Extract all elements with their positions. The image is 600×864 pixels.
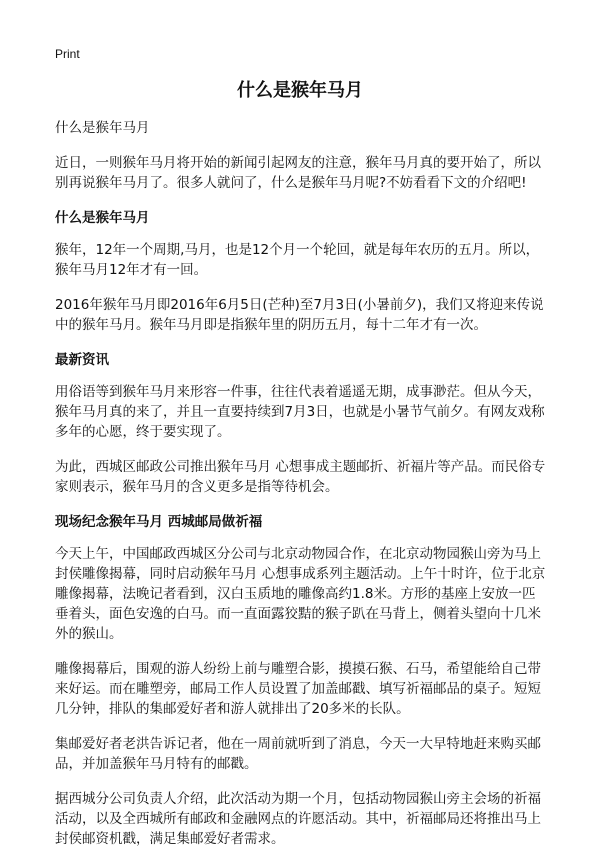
paragraph: 雕像揭幕后，围观的游人纷纷上前与雕塑合影，摸摸石猴、石马，希望能给自己带来好运。而在雕塑旁，邮局工作人员设置了加盖邮戳、填写祈福邮品的桌子。短短几分钟，排队的集邮爱好者和游人就排出了20多米的长队。: [55, 661, 541, 717]
paragraph: 用俗语等到猴年马月来形容一件事，往往代表着遥遥无期，成事渺茫。但从今天，猴年马月真的来了，并且一直要持续到7月3日，也就是小暑节气前夕。有网友戏称多年的心愿，终于要实现了。: [55, 384, 545, 440]
paragraph: 2016年猴年马月即2016年6月5日(芒种)至7月3日(小暑前夕)，我们又将迎来传说中的猴年马月。猴年马月即是指猴年里的阴历五月，每十二年才有一次。: [55, 297, 544, 333]
page-title: 什么是猴年马月: [237, 80, 363, 101]
section-heading: 什么是猴年马月: [55, 210, 150, 226]
print-link[interactable]: Print: [55, 47, 80, 61]
intro-paragraph: 近日，一则猴年马月将开始的新闻引起网友的注意，猴年马月真的要开始了，所以别再说猴年马月了。很多人就问了，什么是猴年马月呢?不妨看看下文的介绍吧!: [55, 155, 541, 191]
paragraph: 今天上午，中国邮政西城区分公司与北京动物园合作，在北京动物园猴山旁为马上封侯雕像揭幕，同时启动猴年马月 心想事成系列主题活动。上午十时许，位于北京雕像揭幕，法晚记者看到，汉白玉质地的雕像高约1.8米。方形的基座上安放一匹垂着头，面色安逸的白马。而一直面露狡黠的猴子趴在马背上，侧着头望向十几米外的猴山。: [55, 546, 546, 642]
article-body: [55, 118, 547, 864]
paragraph: 集邮爱好者老洪告诉记者，他在一周前就听到了消息，今天一大早特地赶来购买邮品，并加盖猴年马月特有的邮戳。: [55, 736, 541, 772]
section-onsite: [55, 512, 547, 849]
section-heading: 最新资讯: [55, 352, 109, 368]
article-subtitle: 什么是猴年马月: [55, 120, 150, 136]
section-definition: [55, 208, 547, 335]
section-heading: 现场纪念猴年马月 西城邮局做祈福: [55, 514, 263, 530]
section-news: [55, 350, 547, 497]
paragraph: 为此，西城区邮政公司推出猴年马月 心想事成主题邮折、祈福片等产品。而民俗专家则表示，猴年马月的含义更多是指等待机会。: [55, 459, 546, 495]
paragraph: 猴年，12年一个周期,马月，也是12个月一个轮回，就是每年农历的五月。所以，猴年马月12年才有一回。: [55, 242, 540, 278]
paragraph: 据西城分公司负责人介绍，此次活动为期一个月，包括动物园猴山旁主会场的祈福活动，以及全西城所有邮政和金融网点的许愿活动。其中，祈福邮局还将推出马上封侯邮资机戳，满足集邮爱好者需求。: [55, 791, 541, 847]
